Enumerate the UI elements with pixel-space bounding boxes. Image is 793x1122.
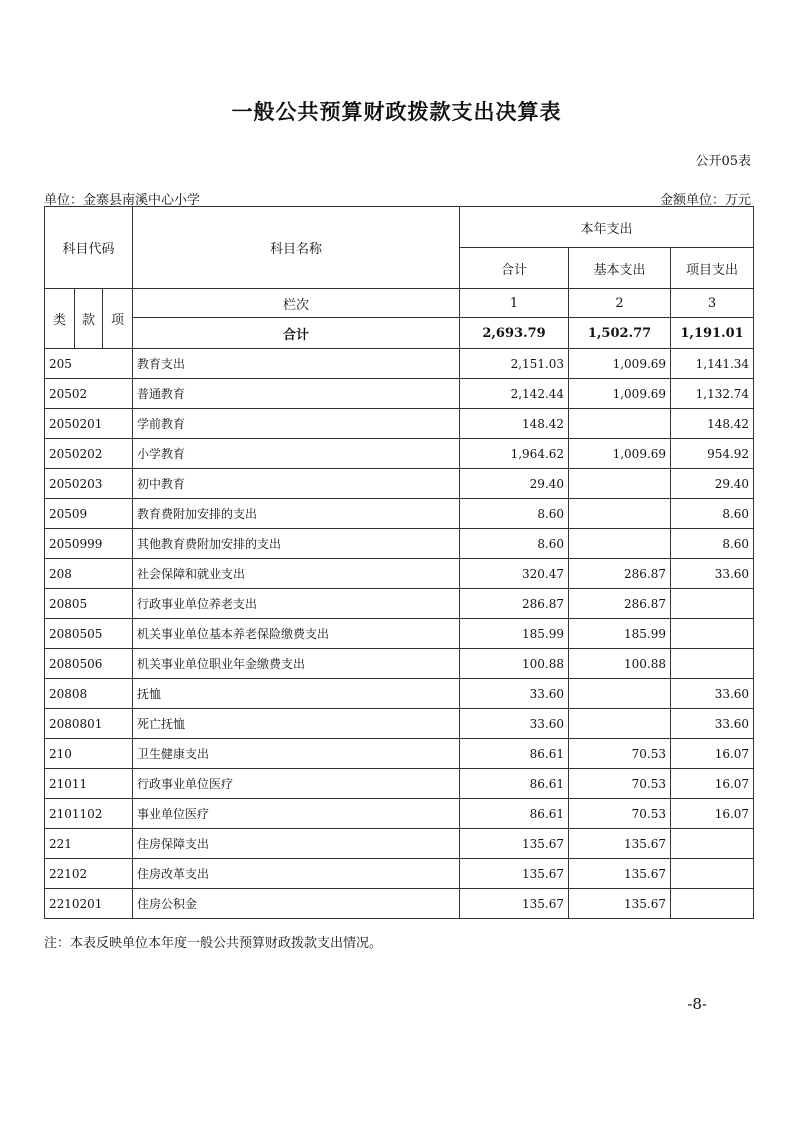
row-total: 148.42	[460, 409, 569, 439]
row-code: 20805	[45, 589, 133, 619]
row-basic: 185.99	[569, 619, 671, 649]
row-total: 135.67	[460, 829, 569, 859]
row-name: 住房公积金	[133, 889, 460, 919]
row-project: 1,132.74	[671, 379, 754, 409]
header-total: 合计	[460, 248, 569, 289]
row-code: 2050202	[45, 439, 133, 469]
row-total: 33.60	[460, 679, 569, 709]
row-basic: 135.67	[569, 829, 671, 859]
unit-label: 单位：金寨县南溪中心小学	[44, 193, 201, 208]
grand-total: 2,693.79	[460, 318, 569, 349]
row-project: 1,141.34	[671, 349, 754, 379]
row-project: 148.42	[671, 409, 754, 439]
row-total: 8.60	[460, 499, 569, 529]
row-name: 机关事业单位职业年金缴费支出	[133, 649, 460, 679]
amount-unit-label: 金额单位：万元	[659, 193, 751, 208]
header-project: 项目支出	[671, 248, 754, 289]
row-project	[671, 589, 754, 619]
header-lanci: 栏次	[133, 289, 460, 318]
header-xiang: 项	[103, 289, 133, 349]
row-code: 221	[45, 829, 133, 859]
row-basic: 286.87	[569, 589, 671, 619]
row-name: 机关事业单位基本养老保险缴费支出	[133, 619, 460, 649]
row-total: 135.67	[460, 859, 569, 889]
row-total: 86.61	[460, 769, 569, 799]
table-row	[45, 619, 754, 649]
table-row	[45, 409, 754, 439]
row-total: 185.99	[460, 619, 569, 649]
header-year-expense: 本年支出	[460, 207, 754, 248]
row-basic: 70.53	[569, 769, 671, 799]
row-name: 其他教育费附加安排的支出	[133, 529, 460, 559]
table-row	[45, 769, 754, 799]
table-row	[45, 799, 754, 829]
row-name: 教育支出	[133, 349, 460, 379]
row-basic: 1,009.69	[569, 349, 671, 379]
row-name: 行政事业单位养老支出	[133, 589, 460, 619]
row-code: 2050999	[45, 529, 133, 559]
row-basic: 70.53	[569, 799, 671, 829]
row-total: 1,964.62	[460, 439, 569, 469]
table-row	[45, 349, 754, 379]
grand-total-basic: 1,502.77	[569, 318, 671, 349]
row-project	[671, 649, 754, 679]
row-total: 8.60	[460, 529, 569, 559]
row-basic: 1,009.69	[569, 379, 671, 409]
row-name: 抚恤	[133, 679, 460, 709]
row-total: 100.88	[460, 649, 569, 679]
header-lei: 类	[45, 289, 75, 349]
row-total: 2,142.44	[460, 379, 569, 409]
row-basic: 135.67	[569, 859, 671, 889]
header-col2: 2	[569, 289, 671, 318]
table-row	[45, 469, 754, 499]
row-total: 320.47	[460, 559, 569, 589]
row-project: 16.07	[671, 799, 754, 829]
form-number: 公开05表	[695, 154, 751, 169]
row-basic: 100.88	[569, 649, 671, 679]
row-name: 教育费附加安排的支出	[133, 499, 460, 529]
row-name: 小学教育	[133, 439, 460, 469]
table-row	[45, 589, 754, 619]
row-code: 2080505	[45, 619, 133, 649]
row-code: 2080506	[45, 649, 133, 679]
row-basic	[569, 709, 671, 739]
row-code: 2101102	[45, 799, 133, 829]
row-code: 2210201	[45, 889, 133, 919]
table-row	[45, 529, 754, 559]
header-name: 科目名称	[133, 207, 460, 289]
row-project	[671, 619, 754, 649]
row-project: 29.40	[671, 469, 754, 499]
table-row	[45, 889, 754, 919]
row-basic	[569, 499, 671, 529]
row-code: 205	[45, 349, 133, 379]
row-project	[671, 859, 754, 889]
header-col1: 1	[460, 289, 569, 318]
row-code: 2050203	[45, 469, 133, 499]
row-total: 86.61	[460, 739, 569, 769]
total-row-label: 合计	[133, 318, 460, 349]
row-project: 33.60	[671, 559, 754, 589]
row-name: 初中教育	[133, 469, 460, 499]
header-basic: 基本支出	[569, 248, 671, 289]
table-row	[45, 679, 754, 709]
row-project: 33.60	[671, 709, 754, 739]
row-basic	[569, 679, 671, 709]
row-code: 20509	[45, 499, 133, 529]
table-row	[45, 379, 754, 409]
table-row	[45, 499, 754, 529]
row-code: 21011	[45, 769, 133, 799]
page-title: 一般公共预算财政拨款支出决算表	[231, 99, 562, 124]
row-name: 卫生健康支出	[133, 739, 460, 769]
row-basic	[569, 409, 671, 439]
row-basic: 70.53	[569, 739, 671, 769]
expenditure-table	[44, 206, 754, 919]
row-total: 286.87	[460, 589, 569, 619]
table-row	[45, 829, 754, 859]
row-name: 住房改革支出	[133, 859, 460, 889]
row-code: 210	[45, 739, 133, 769]
grand-total-project: 1,191.01	[671, 318, 754, 349]
table-row	[45, 859, 754, 889]
row-code: 20808	[45, 679, 133, 709]
row-name: 住房保障支出	[133, 829, 460, 859]
row-basic: 286.87	[569, 559, 671, 589]
row-basic	[569, 529, 671, 559]
row-project: 954.92	[671, 439, 754, 469]
row-code: 208	[45, 559, 133, 589]
row-code: 20502	[45, 379, 133, 409]
row-total: 33.60	[460, 709, 569, 739]
row-name: 普通教育	[133, 379, 460, 409]
row-name: 事业单位医疗	[133, 799, 460, 829]
row-project: 16.07	[671, 769, 754, 799]
row-total: 2,151.03	[460, 349, 569, 379]
row-code: 22102	[45, 859, 133, 889]
table-row	[45, 709, 754, 739]
row-code: 2050201	[45, 409, 133, 439]
row-project	[671, 889, 754, 919]
header-col3: 3	[671, 289, 754, 318]
footnote: 注：本表反映单位本年度一般公共预算财政拨款支出情况。	[44, 936, 383, 951]
table-row	[45, 439, 754, 469]
row-total: 29.40	[460, 469, 569, 499]
row-name: 行政事业单位医疗	[133, 769, 460, 799]
header-code: 科目代码	[45, 207, 133, 289]
table-row	[45, 739, 754, 769]
row-basic	[569, 469, 671, 499]
row-total: 135.67	[460, 889, 569, 919]
row-project: 33.60	[671, 679, 754, 709]
row-basic: 135.67	[569, 889, 671, 919]
row-project: 16.07	[671, 739, 754, 769]
row-total: 86.61	[460, 799, 569, 829]
row-basic: 1,009.69	[569, 439, 671, 469]
row-name: 社会保障和就业支出	[133, 559, 460, 589]
row-project: 8.60	[671, 529, 754, 559]
row-project: 8.60	[671, 499, 754, 529]
page-number: -8-	[687, 995, 707, 1013]
row-name: 死亡抚恤	[133, 709, 460, 739]
table-row	[45, 649, 754, 679]
table-row	[45, 559, 754, 589]
row-code: 2080801	[45, 709, 133, 739]
row-name: 学前教育	[133, 409, 460, 439]
header-kuan: 款	[75, 289, 103, 349]
row-project	[671, 829, 754, 859]
